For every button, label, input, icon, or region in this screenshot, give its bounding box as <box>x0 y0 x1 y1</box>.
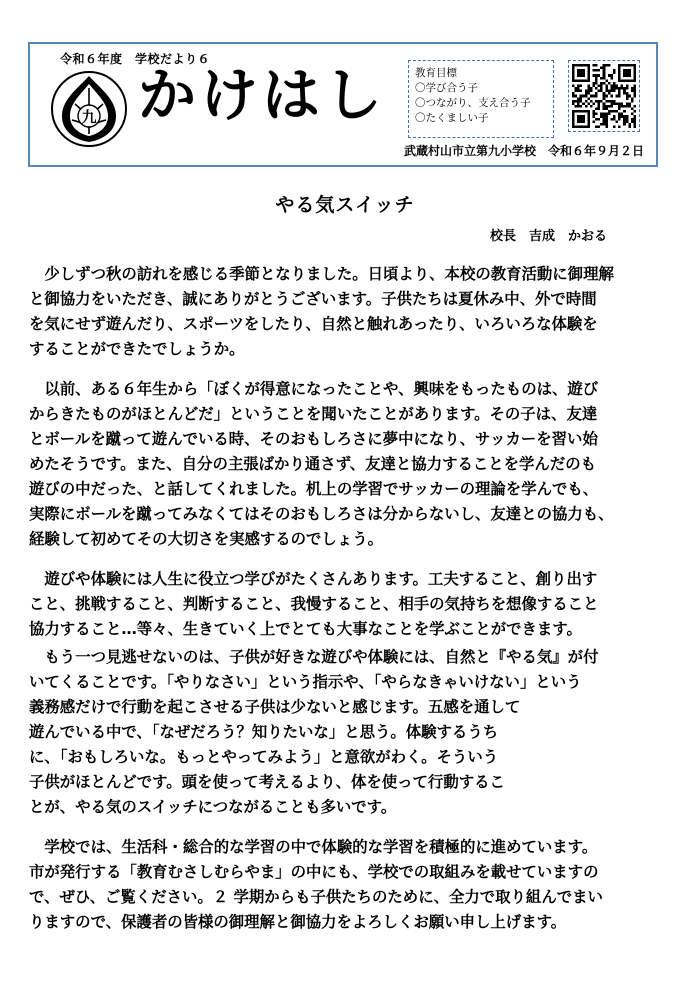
text-line: 経験して初めてその大切さを実感するのでしょう。 <box>29 530 383 548</box>
text-line: とボールを蹴って遊んでいる時、そのおもしろさに夢中になり、サッカーを習い始 <box>29 430 598 448</box>
text-line: めたそうです。また、自分の主張ばかり通さず、友達と協力することを学んだのも <box>29 455 596 473</box>
newsletter-title: かけはし <box>138 61 387 129</box>
text-line: 遊びや体験には人生に役立つ学びがたくさんあります。工夫すること、創り出す <box>29 570 598 588</box>
text-line: と御協力をいただき、誠にありがとうございます。子供たちは夏休み中、外で時間 <box>29 290 597 308</box>
text-line: いてくることです。「やりなさい」という指示や、「やらなきゃいけない」という <box>29 673 582 691</box>
qr-code[interactable] <box>568 60 640 132</box>
paragraph-4 <box>29 645 669 820</box>
education-goals-box <box>408 60 554 138</box>
goal-item: 〇学び合う子 <box>415 82 478 94</box>
text-line: 義務感だけで行動を起こさせる子供は少ないと感じます。五感を通して <box>29 698 521 716</box>
goals-heading: 教育目標 <box>415 67 457 79</box>
text-line: 子供がほとんどです。頭を使って考えるより、体を使って行動するこ <box>29 773 505 791</box>
paragraph-5 <box>29 835 669 935</box>
text-line: こと、挑戦すること、判断すること、我慢すること、相手の気持ちを想像すること <box>29 595 599 613</box>
text-line: することができたでしょうか。 <box>29 340 245 358</box>
goal-item: 〇つながり、支え合う子 <box>415 97 531 109</box>
text-line: とが、やる気のスイッチにつながることも多いです。 <box>29 798 397 816</box>
text-line: 遊んでいる中で、「なぜだろう？知りたいな」と思う。体験するうち <box>29 723 499 741</box>
school-emblem <box>50 70 128 148</box>
school-and-date: 武蔵村山市立第九小学校 令和６年９月２日 <box>403 144 644 158</box>
text-line: りますので、保護者の皆様の御理解と御協力をよろしくお願い申し上げます。 <box>29 913 567 931</box>
text-line: 遊びの中だった、と話してくれました。机上の学習でサッカーの理論を学んでも、 <box>29 480 599 498</box>
text-line: で、ぜひ、ご覧ください。２ 学期からも子供たちのために、全力で取り組んでまい <box>29 888 603 906</box>
article-body <box>29 262 669 935</box>
article-author: 校長 吉成 かおる <box>490 229 608 244</box>
text-line: もう一つ見逃せないのは、子供が好きな遊びや体験には、自然と『やる気』が付 <box>29 648 599 666</box>
paragraph-1 <box>29 262 669 362</box>
paragraph-3 <box>29 567 669 642</box>
text-line: 少しずつ秋の訪れを感じる季節となりました。日頃より、本校の教育活動に御理解 <box>29 265 614 283</box>
text-line: を気にせず遊んだり、スポーツをしたり、自然と触れあったり、いろいろな体験を <box>29 315 598 333</box>
masthead <box>28 42 658 167</box>
issue-line: 令和６年度 学校だより６ <box>60 52 211 66</box>
text-line: 協力すること…等々、生きていく上でとても大事なことを学ぶことができます。 <box>29 620 582 638</box>
goal-item: 〇たくましい子 <box>415 112 489 124</box>
text-line: 実際にボールを蹴ってみなくてはそのおもしろさは分からないし、友達との協力も、 <box>29 505 614 523</box>
text-line: 市が発行する「教育むさしむらやま」の中にも、学校での取組みを載せていますの <box>29 863 599 881</box>
text-line: 以前、ある６年生から「ぼくが得意になったことや、興味をもったものは、遊び <box>29 380 599 398</box>
emblem-character: 九 <box>81 108 97 126</box>
paragraph-2 <box>29 377 669 552</box>
text-line: からきたものがほとんどだ」ということを聞いたことがあります。その子は、友達 <box>29 405 598 423</box>
text-line: 学校では、生活科・総合的な学習の中で体験的な学習を積極的に進めています。 <box>29 838 598 856</box>
article-title: やる気スイッチ <box>275 194 415 216</box>
text-line: に、「おもしろいな。もっとやってみよう」と意欲がわく。そういう <box>29 748 499 766</box>
